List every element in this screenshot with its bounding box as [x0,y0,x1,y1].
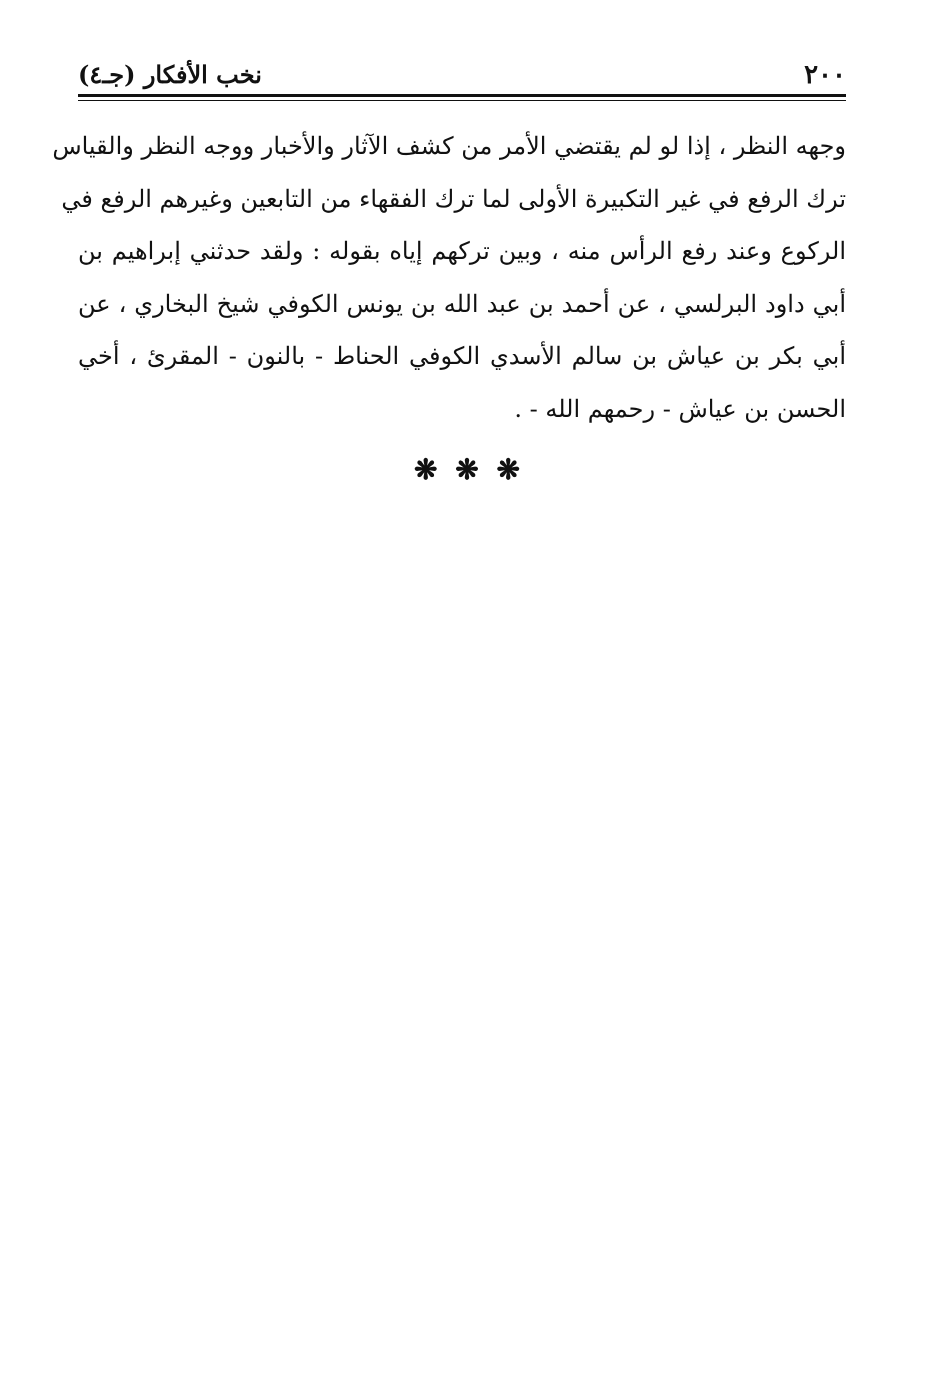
running-title: نخب الأفكار (جـ٤) [78,60,262,89]
text-line: أبي داود البرلسي ، عن أحمد بن عبد الله بن يونس الكوفي شيخ البخاري ، عن [78,289,846,318]
body-text [52,120,846,435]
header-rule-thin [78,100,846,101]
page-number: ٢٠٠ [804,60,846,90]
header-rule-thick [78,94,846,97]
section-separator: ❋ ❋ ❋ [414,453,524,486]
text-line: أبي بكر بن عياش بن سالم الأسدي الكوفي الحناط - بالنون - المقرئ ، أخي [78,342,846,370]
text-line: الركوع وعند رفع الرأس منه ، وبين تركهم إياه بقوله : ولقد حدثني إبراهيم بن [78,237,846,265]
text-line: وجهه النظر ، إذا لو لم يقتضي الأمر من كشف الآثار والأخبار ووجه النظر والقياس [52,132,846,160]
text-line: ترك الرفع في غير التكبيرة الأولى لما ترك الفقهاء من التابعين وغيرهم الرفع في [61,184,846,213]
page-header [78,52,846,92]
text-line: الحسن بن عياش - رحمهم الله - . [514,394,846,423]
